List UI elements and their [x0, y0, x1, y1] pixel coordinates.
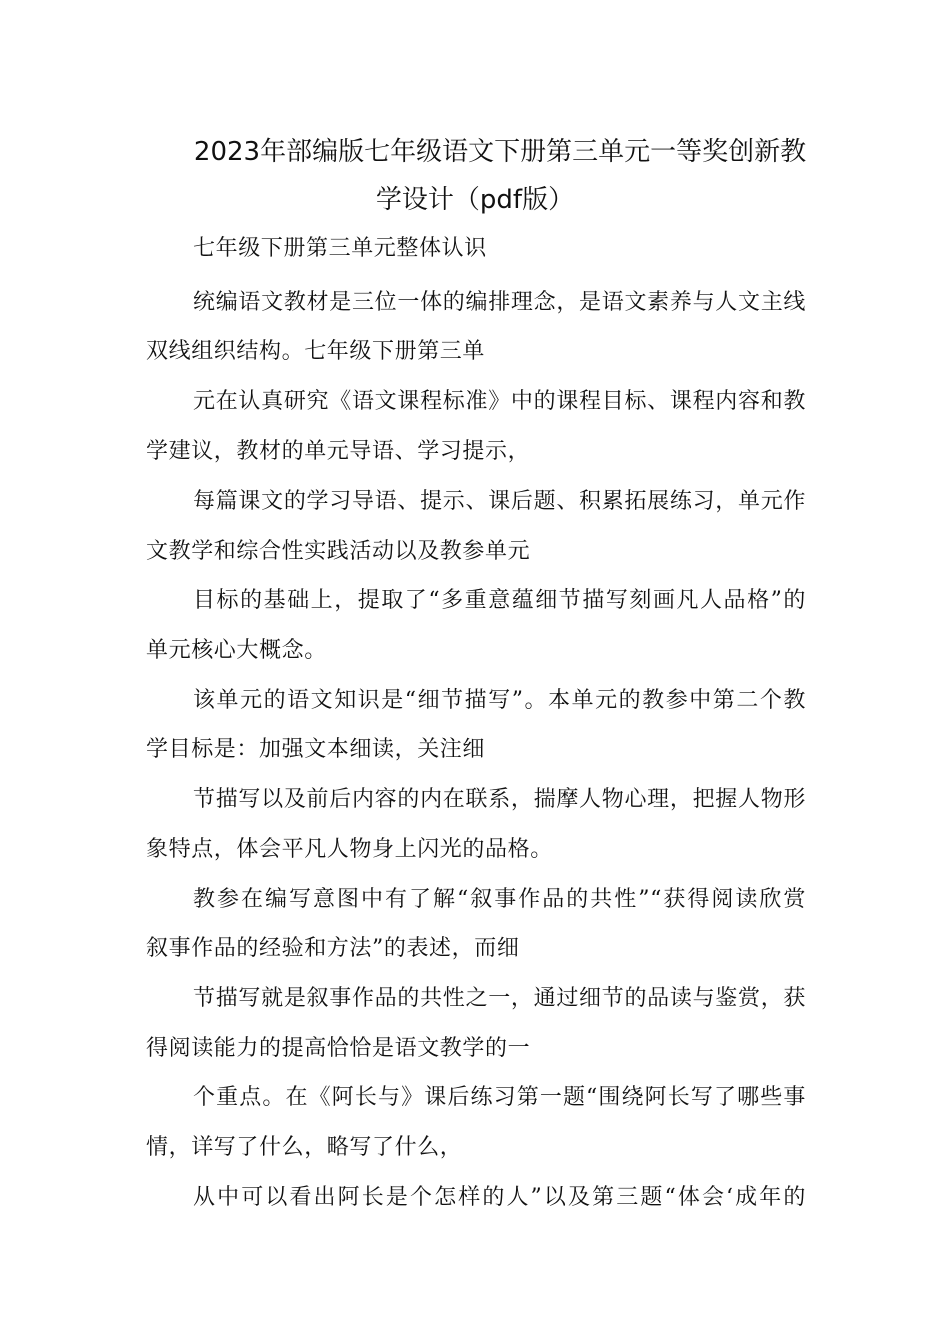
- paragraph-line: 统编语文教材是三位一体的编排理念，是语文素养与人文主线: [193, 290, 806, 315]
- paragraph-line: 双线组织结构。七年级下册第三单: [146, 339, 486, 364]
- paragraph-line: 节描写以及前后内容的内在联系，揣摩人物心理，把握人物形: [193, 787, 806, 812]
- paragraph-line: 每篇课文的学习导语、提示、课后题、积累拓展练习，单元作: [193, 489, 806, 514]
- paragraph-line: 目标的基础上，提取了“多重意蕴细节描写刻画凡人品格”的: [193, 588, 806, 613]
- paragraph-line: 教参在编写意图中有了解“叙事作品的共性”“获得阅读欣赏: [193, 887, 806, 912]
- paragraph-line: 象特点，体会平凡人物身上闪光的品格。: [146, 837, 553, 862]
- paragraph-line: 文教学和综合性实践活动以及教参单元: [146, 539, 531, 564]
- paragraph-line: 从中可以看出阿长是个怎样的人”以及第三题“体会‘成年的: [193, 1185, 806, 1210]
- paragraph-line: 学目标是：加强文本细读，关注细: [146, 737, 486, 762]
- paragraph-line: 学建议，教材的单元导语、学习提示，: [146, 439, 531, 464]
- paragraph-line: 情，详写了什么，略写了什么，: [146, 1135, 463, 1160]
- paragraph-line: 该单元的语文知识是“细节描写”。本单元的教参中第二个教: [193, 688, 806, 713]
- paragraph-line: 叙事作品的经验和方法”的表述，而细: [146, 936, 520, 961]
- document-title-line-1: 2023年部编版七年级语文下册第三单元一等奖创新教: [193, 137, 807, 167]
- paragraph-line: 单元核心大概念。: [146, 638, 327, 663]
- paragraph-line: 七年级下册第三单元整体认识: [193, 236, 487, 261]
- paragraph-line: 得阅读能力的提高恰恰是语文教学的一: [146, 1036, 531, 1061]
- paragraph-line: 个重点。在《阿长与》课后练习第一题“围绕阿长写了哪些事: [193, 1085, 806, 1110]
- paragraph-line: 节描写就是叙事作品的共性之一，通过细节的品读与鉴赏，获: [193, 986, 806, 1011]
- paragraph-line: 元在认真研究《语文课程标准》中的课程目标、课程内容和教: [193, 389, 806, 414]
- document-title-line-2: 学设计（pdf版）: [375, 185, 575, 215]
